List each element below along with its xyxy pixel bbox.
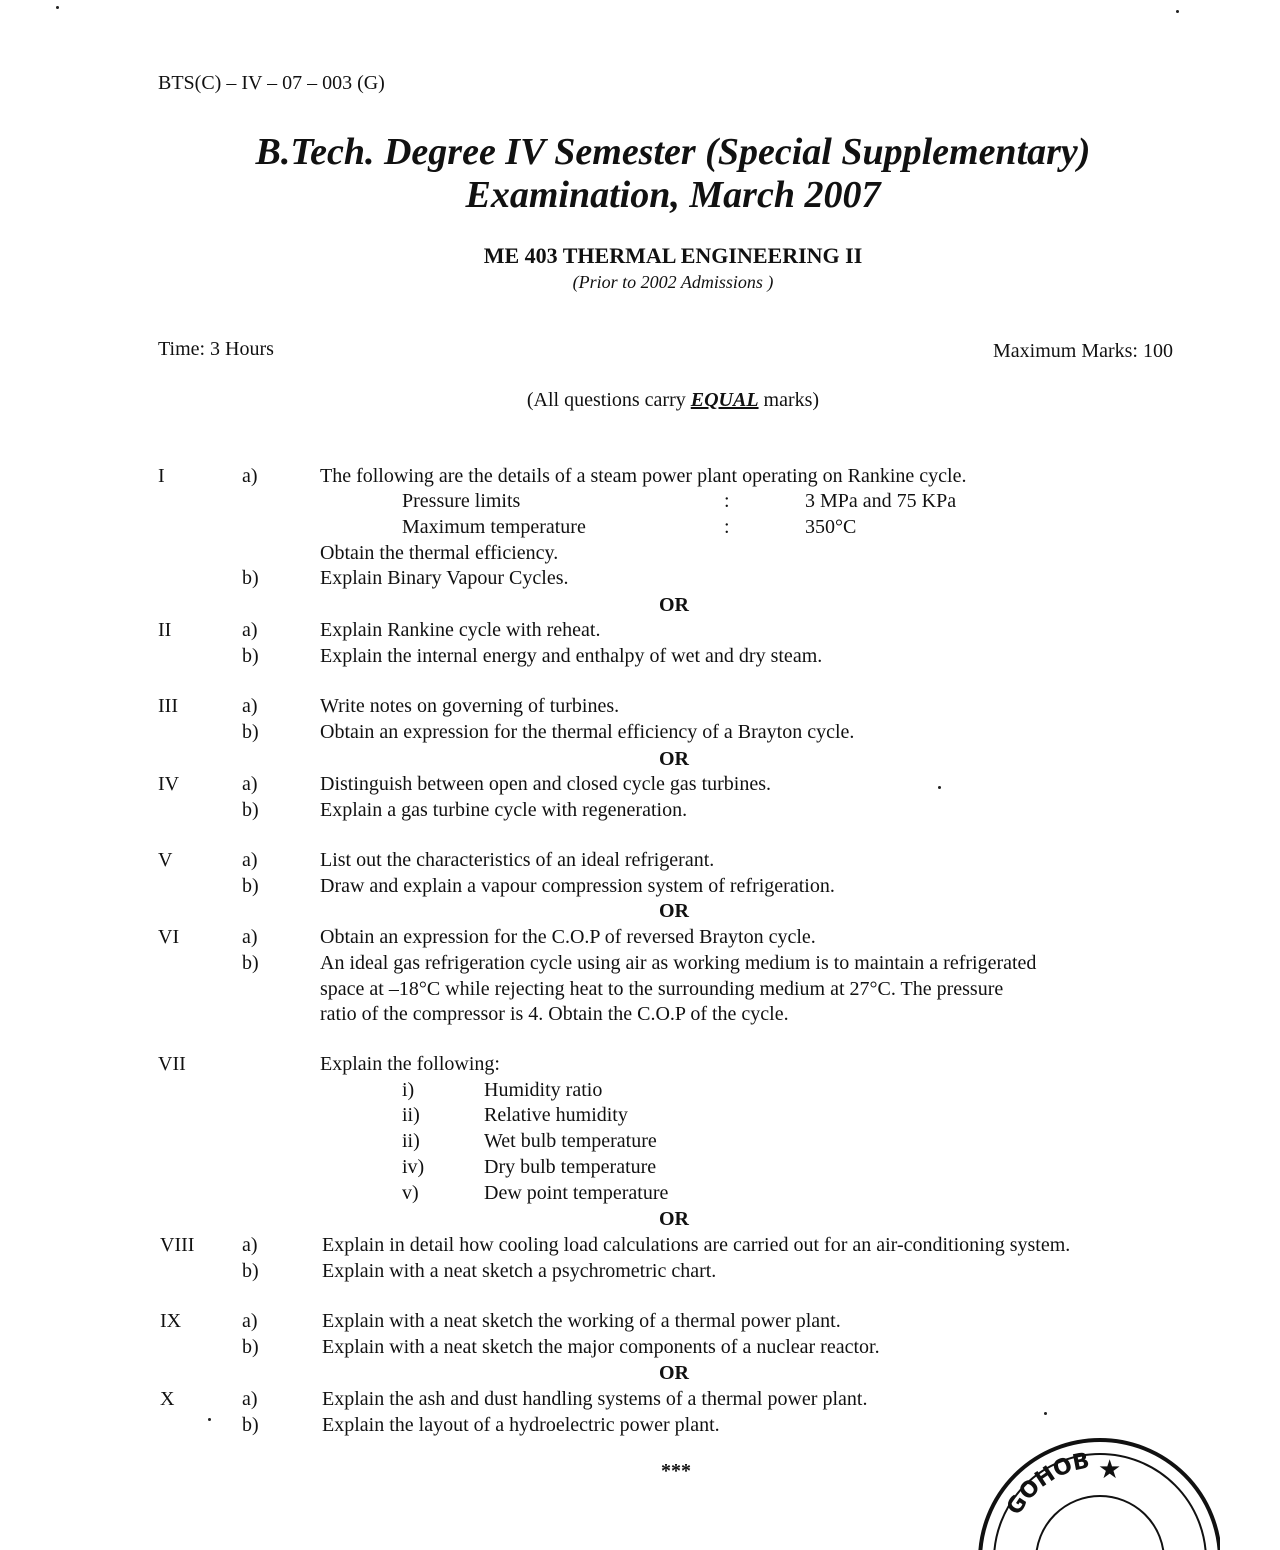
question-text: Explain the following:	[320, 1053, 500, 1075]
marks-note-prefix: (All questions carry	[526, 389, 691, 411]
paper-code: BTS(C) – IV – 07 – 003 (G)	[158, 72, 385, 94]
question-text: Explain a gas turbine cycle with regeneration.	[320, 799, 688, 821]
question-text: Explain with a neat sketch the major components of a nuclear reactor.	[322, 1336, 880, 1358]
part-label: b)	[242, 721, 259, 743]
admissions-note: (Prior to 2002 Admissions )	[572, 272, 774, 292]
question-text: Obtain the thermal efficiency.	[320, 542, 559, 564]
part-label: a)	[242, 926, 258, 948]
question-number: IX	[160, 1310, 182, 1332]
end-marker: ***	[661, 1460, 691, 1482]
list-item-number: ii)	[402, 1130, 420, 1152]
question-text: Explain Rankine cycle with reheat.	[320, 619, 601, 641]
data-value: 3 MPa and 75 KPa	[805, 490, 957, 512]
list-item: Wet bulb temperature	[484, 1130, 657, 1152]
question-text: Obtain an expression for the thermal efficiency of a Brayton cycle.	[320, 721, 855, 743]
data-separator: :	[724, 516, 730, 538]
question-number: IV	[158, 773, 180, 795]
part-label: a)	[242, 849, 258, 871]
question-number: III	[158, 695, 178, 717]
question-number: VIII	[160, 1234, 195, 1256]
stamp-text: GOHOB	[1002, 1448, 1092, 1520]
question-text: Explain in detail how cooling load calculations are carried out for an air-conditioning system.	[322, 1234, 1071, 1256]
question-number: VI	[158, 926, 180, 948]
data-label: Maximum temperature	[402, 516, 586, 538]
or-separator: OR	[659, 1208, 689, 1230]
or-separator: OR	[659, 594, 689, 616]
question-number: I	[158, 465, 165, 487]
question-text: The following are the details of a steam power plant operating on Rankine cycle.	[320, 465, 967, 487]
question-text: Draw and explain a vapour compression system of refrigeration.	[320, 875, 835, 897]
question-text: Obtain an expression for the C.O.P of reversed Brayton cycle.	[320, 926, 816, 948]
question-number: X	[160, 1388, 175, 1410]
part-label: b)	[242, 1414, 259, 1436]
data-label: Pressure limits	[402, 490, 521, 512]
marks-note-emphasis: EQUAL	[690, 389, 759, 411]
scan-speck	[1044, 1412, 1047, 1415]
part-label: a)	[242, 1388, 258, 1410]
part-label: a)	[242, 1310, 258, 1332]
part-label: b)	[242, 1336, 259, 1358]
question-text: Distinguish between open and closed cycle gas turbines.	[320, 773, 771, 795]
or-separator: OR	[659, 1362, 689, 1384]
seal-stamp	[960, 1430, 1220, 1550]
stamp-star-icon: ★	[1098, 1455, 1122, 1485]
part-label: a)	[242, 773, 258, 795]
data-value: 350°C	[805, 516, 857, 538]
part-label: b)	[242, 875, 259, 897]
part-label: b)	[242, 952, 259, 974]
question-number: II	[158, 619, 172, 641]
exam-title-line2: Examination, March 2007	[465, 174, 881, 216]
exam-title-line1: B.Tech. Degree IV Semester (Special Supplementary)	[255, 131, 1091, 173]
list-item: Dew point temperature	[484, 1182, 669, 1204]
question-text: List out the characteristics of an ideal refrigerant.	[320, 849, 715, 871]
list-item-number: iv)	[402, 1156, 425, 1178]
list-item-number: i)	[402, 1079, 415, 1101]
or-separator: OR	[659, 900, 689, 922]
scan-speck	[938, 786, 941, 789]
scan-speck	[56, 6, 59, 9]
part-label: b)	[242, 645, 259, 667]
marks-note-suffix: marks)	[758, 389, 820, 411]
exam-duration: Time: 3 Hours	[158, 338, 274, 360]
data-separator: :	[724, 490, 730, 512]
question-number: V	[158, 849, 173, 871]
scan-speck	[1176, 10, 1179, 13]
marks-note	[0, 389, 1280, 412]
maximum-marks: Maximum Marks: 100	[993, 340, 1173, 362]
question-text: Explain with a neat sketch a psychrometric chart.	[322, 1260, 717, 1282]
question-text: Explain the layout of a hydroelectric power plant.	[322, 1414, 720, 1436]
question-text: space at –18°C while rejecting heat to the surrounding medium at 27°C. The pressure	[320, 978, 1004, 1000]
question-text: An ideal gas refrigeration cycle using air as working medium is to maintain a refrigerated	[320, 952, 1037, 974]
question-text: Explain the ash and dust handling systems of a thermal power plant.	[322, 1388, 868, 1410]
part-label: a)	[242, 1234, 258, 1256]
question-text: Explain with a neat sketch the working of a thermal power plant.	[322, 1310, 841, 1332]
list-item: Humidity ratio	[484, 1079, 603, 1101]
part-label: a)	[242, 695, 258, 717]
or-separator: OR	[659, 748, 689, 770]
svg-text:GOHOB	[1002, 1449, 1092, 1520]
part-label: b)	[242, 1260, 259, 1282]
list-item: Relative humidity	[484, 1104, 628, 1126]
question-text: ratio of the compressor is 4. Obtain the C.O.P of the cycle.	[320, 1003, 789, 1025]
list-item: Dry bulb temperature	[484, 1156, 657, 1178]
part-label: a)	[242, 619, 258, 641]
course-title: ME 403 THERMAL ENGINEERING II	[483, 243, 863, 268]
part-label: b)	[242, 567, 259, 589]
part-label: a)	[242, 465, 258, 487]
question-number: VII	[158, 1053, 186, 1075]
question-text: Explain the internal energy and enthalpy of wet and dry steam.	[320, 645, 823, 667]
list-item-number: v)	[402, 1182, 419, 1204]
part-label: b)	[242, 799, 259, 821]
question-text: Explain Binary Vapour Cycles.	[320, 567, 569, 589]
question-text: Write notes on governing of turbines.	[320, 695, 620, 717]
scan-speck	[208, 1418, 211, 1421]
list-item-number: ii)	[402, 1104, 420, 1126]
